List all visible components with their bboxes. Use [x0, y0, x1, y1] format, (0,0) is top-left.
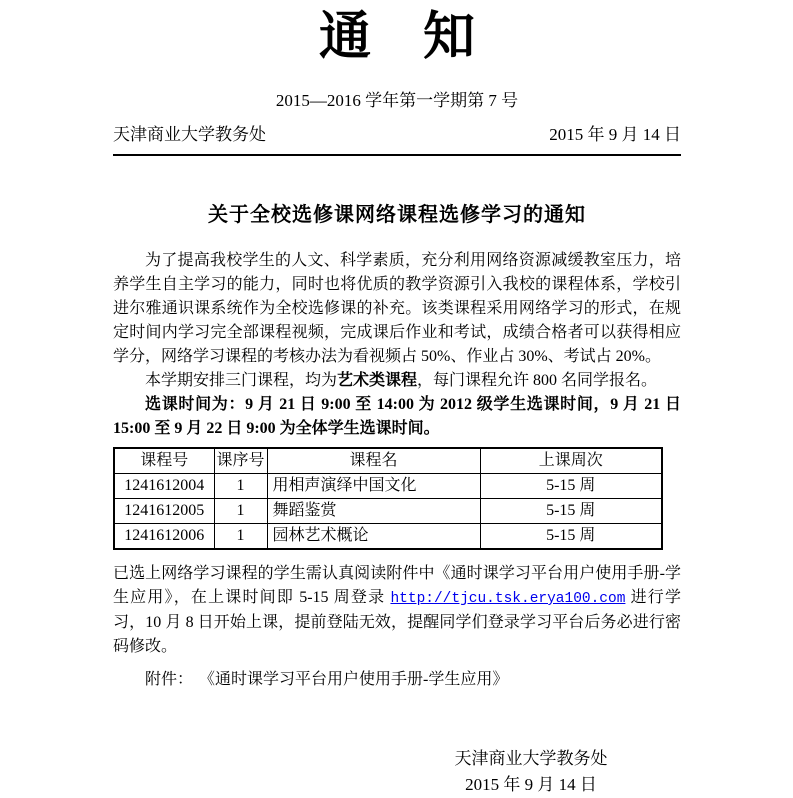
signature-issuer: 天津商业大学教务处: [454, 749, 608, 768]
paragraph-intro: 为了提高我校学生的人文、科学素质，充分利用网络资源减缓教室压力，培养学生自主学习的能力，同时也将优质的教学资源引入我校的课程体系，学校引进尔雅通识课系统作为全校选修课的补充。该类课程采用网络学习的形式，在规定时间内学习完全部课程视频，完成课后作业和考试，成绩合格者可以获得相应学分，网络学习课程的考核办法为看视频占 50%、作业占 30%、考试占 20%。: [113, 252, 681, 365]
cell-section: 1: [214, 474, 267, 499]
paragraph-courses-bold: 艺术类课程: [337, 372, 418, 389]
cell-section: 1: [214, 499, 267, 524]
signature-block: [421, 746, 641, 798]
table-header-row: [114, 448, 662, 474]
attachment-line: [113, 668, 681, 692]
paragraph-selection-time: 选课时间为：9 月 21 日 9:00 至 14:00 为 2012 级学生选课时间，9 月 21 日 15:00 至 9 月 22 日 9:00 为全体学生选课时间。: [113, 396, 681, 437]
paragraph-instructions: [113, 562, 681, 659]
cell-course-id: 1241612005: [114, 499, 214, 524]
attachment-title: 《通时课学习平台用户使用手册-学生应用》: [207, 671, 509, 688]
paragraph-courses: [113, 369, 681, 393]
table-row: [114, 499, 662, 524]
issuer-name: 天津商业大学教务处: [113, 125, 266, 144]
paragraph-courses-suffix: ，每门课程允许 800 名同学报名。: [417, 372, 658, 389]
attachment-label: 附件：: [145, 671, 194, 688]
column-header-course-id: 课程号: [114, 448, 214, 474]
instructions-before-link: 已选上网络学习课程的学生需认真阅读附件中《通时课学习平台用户使用手册-学生应用》，在上课时间即 5-15 周登录: [113, 565, 681, 606]
instructions-after-link: 进行学习，10 月 8 日开始上课，提前登陆无效，提醒同学们登录学习平台后务必进行密码修改。: [113, 589, 681, 655]
column-header-section: 课序号: [214, 448, 267, 474]
cell-weeks: 5-15 周: [480, 499, 662, 524]
paragraph-courses-prefix: 本学期安排三门课程，均为: [145, 372, 338, 389]
cell-course-name: 用相声演绎中国文化: [267, 474, 480, 499]
notice-heading: 关于全校选修课网络课程选修学习的通知: [208, 204, 586, 226]
document-content: [113, 0, 681, 798]
issue-number-line: 2015—2016 学年第一学期第 7 号: [275, 91, 519, 110]
cell-weeks: 5-15 周: [480, 524, 662, 550]
document-title: 通 知: [318, 9, 475, 66]
notice-body: [113, 249, 681, 692]
table-row: [114, 524, 662, 550]
column-header-course-name: 课程名: [267, 448, 480, 474]
header-row: [113, 124, 681, 156]
cell-course-name: 舞蹈鉴赏: [267, 499, 480, 524]
table-row: [114, 474, 662, 499]
cell-course-name: 园林艺术概论: [267, 524, 480, 550]
cell-weeks: 5-15 周: [480, 474, 662, 499]
cell-course-id: 1241612006: [114, 524, 214, 550]
course-platform-link[interactable]: http://tjcu.tsk.erya100.com: [390, 591, 626, 607]
cell-course-id: 1241612004: [114, 474, 214, 499]
cell-section: 1: [214, 524, 267, 550]
signature-date: 2015 年 9 月 14 日: [465, 775, 597, 794]
column-header-weeks: 上课周次: [480, 448, 662, 474]
course-table: [113, 447, 663, 550]
issue-date: 2015 年 9 月 14 日: [549, 125, 681, 144]
